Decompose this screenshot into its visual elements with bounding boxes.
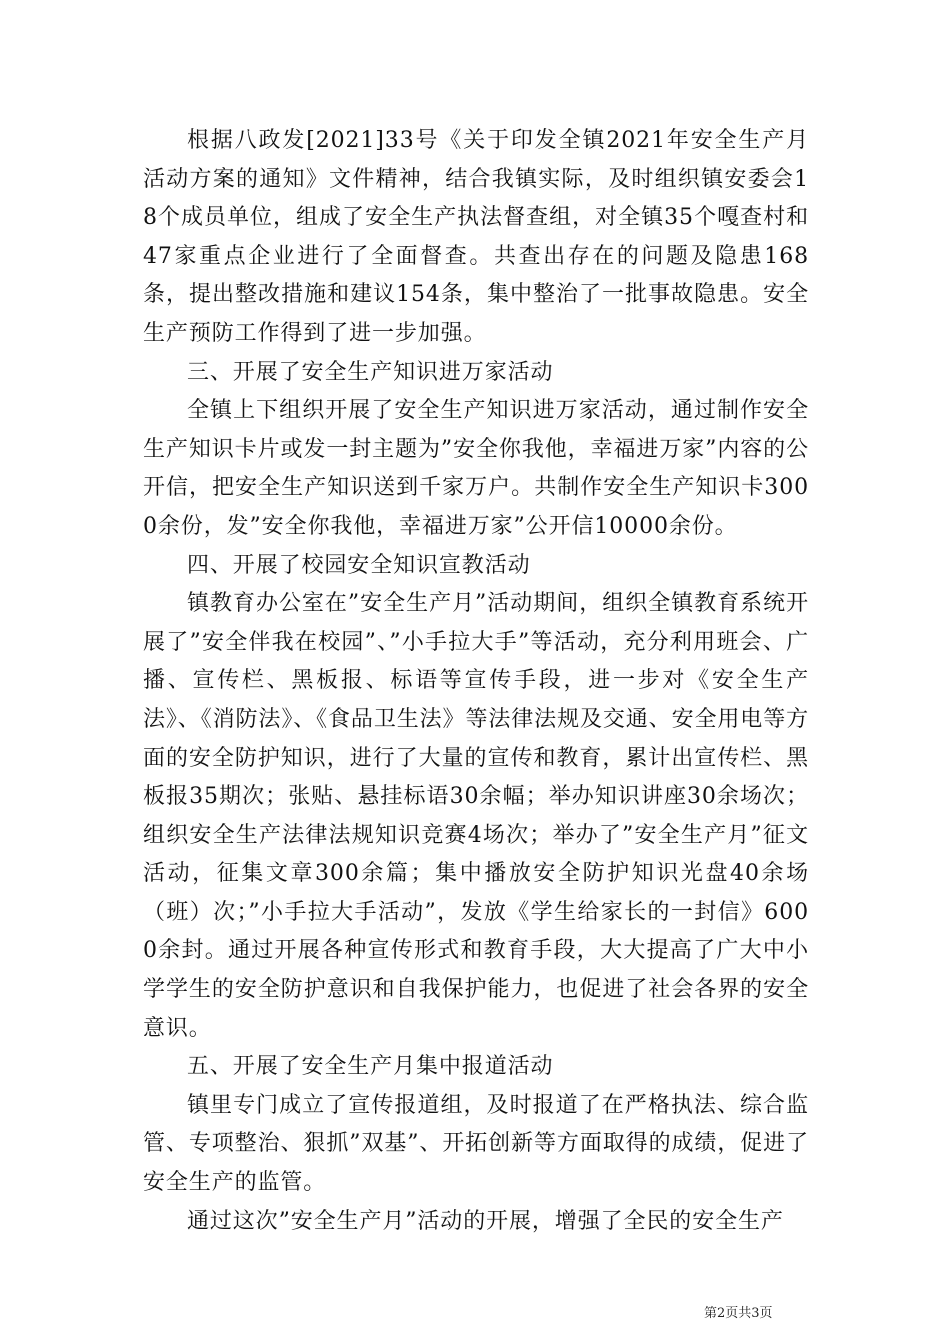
paragraph: 通过这次”安全生产月”活动的开展，增强了全民的安全生产	[187, 1208, 784, 1234]
paragraph: 全镇上下组织开展了安全生产知识进万家活动，通过制作安全生产知识卡片或发一封主题为”安全你我他，幸福进万家”内容的公开信，把安全生产知识送到千家万户。共制作安全生产知识卡3000余份，发”安全你我他，幸福进万家”公开信10000余份。	[143, 398, 809, 539]
page-number: 第2页共3页	[704, 1306, 773, 1321]
paragraph: 根据八政发[2021]33号《关于印发全镇2021年安全生产月活动方案的通知》文件精神，结合我镇实际，及时组织镇安委会18个成员单位，组成了安全生产执法督查组，对全镇35个嘎查村和47家重点企业进行了全面督查。共查出存在的问题及隐患168条，提出整改措施和建议154条，集中整治了一批事故隐患。安全生产预防工作得到了进一步加强。	[143, 128, 809, 346]
section-heading: 五、开展了安全生产月集中报道活动	[187, 1054, 554, 1080]
paragraph: 镇里专门成立了宣传报道组，及时报道了在严格执法、综合监管、专项整治、狠抓”双基”、开拓创新等方面取得的成绩，促进了安全生产的监管。	[143, 1092, 809, 1196]
section-heading: 三、开展了安全生产知识进万家活动	[187, 359, 554, 385]
paragraph: 镇教育办公室在”安全生产月”活动期间，组织全镇教育系统开展了”安全伴我在校园”、”小手拉大手”等活动，充分利用班会、广播、宣传栏、黑板报、标语等宣传手段，进一步对《安全生产法》、《消防法》、《食品卫生法》等法律法规及交通、安全用电等方面的安全防护知识，进行了大量的宣传和教育，累计出宣传栏、黑板报35期次；张贴、悬挂标语30余幅；举办知识讲座30余场次；组织安全生产法律法规知识竞赛4场次；举办了”安全生产月”征文活动，征集文章300余篇；集中播放安全防护知识光盘40余场（班）次；”小手拉大手活动”，发放《学生给家长的一封信》6000余封。通过开展各种宣传形式和教育手段，大大提高了广大中小学学生的安全防护意识和自我保护能力，也促进了社会各界的安全意识。	[143, 591, 809, 1041]
section-heading: 四、开展了校园安全知识宣教活动	[187, 552, 531, 578]
document-body	[143, 122, 809, 1241]
